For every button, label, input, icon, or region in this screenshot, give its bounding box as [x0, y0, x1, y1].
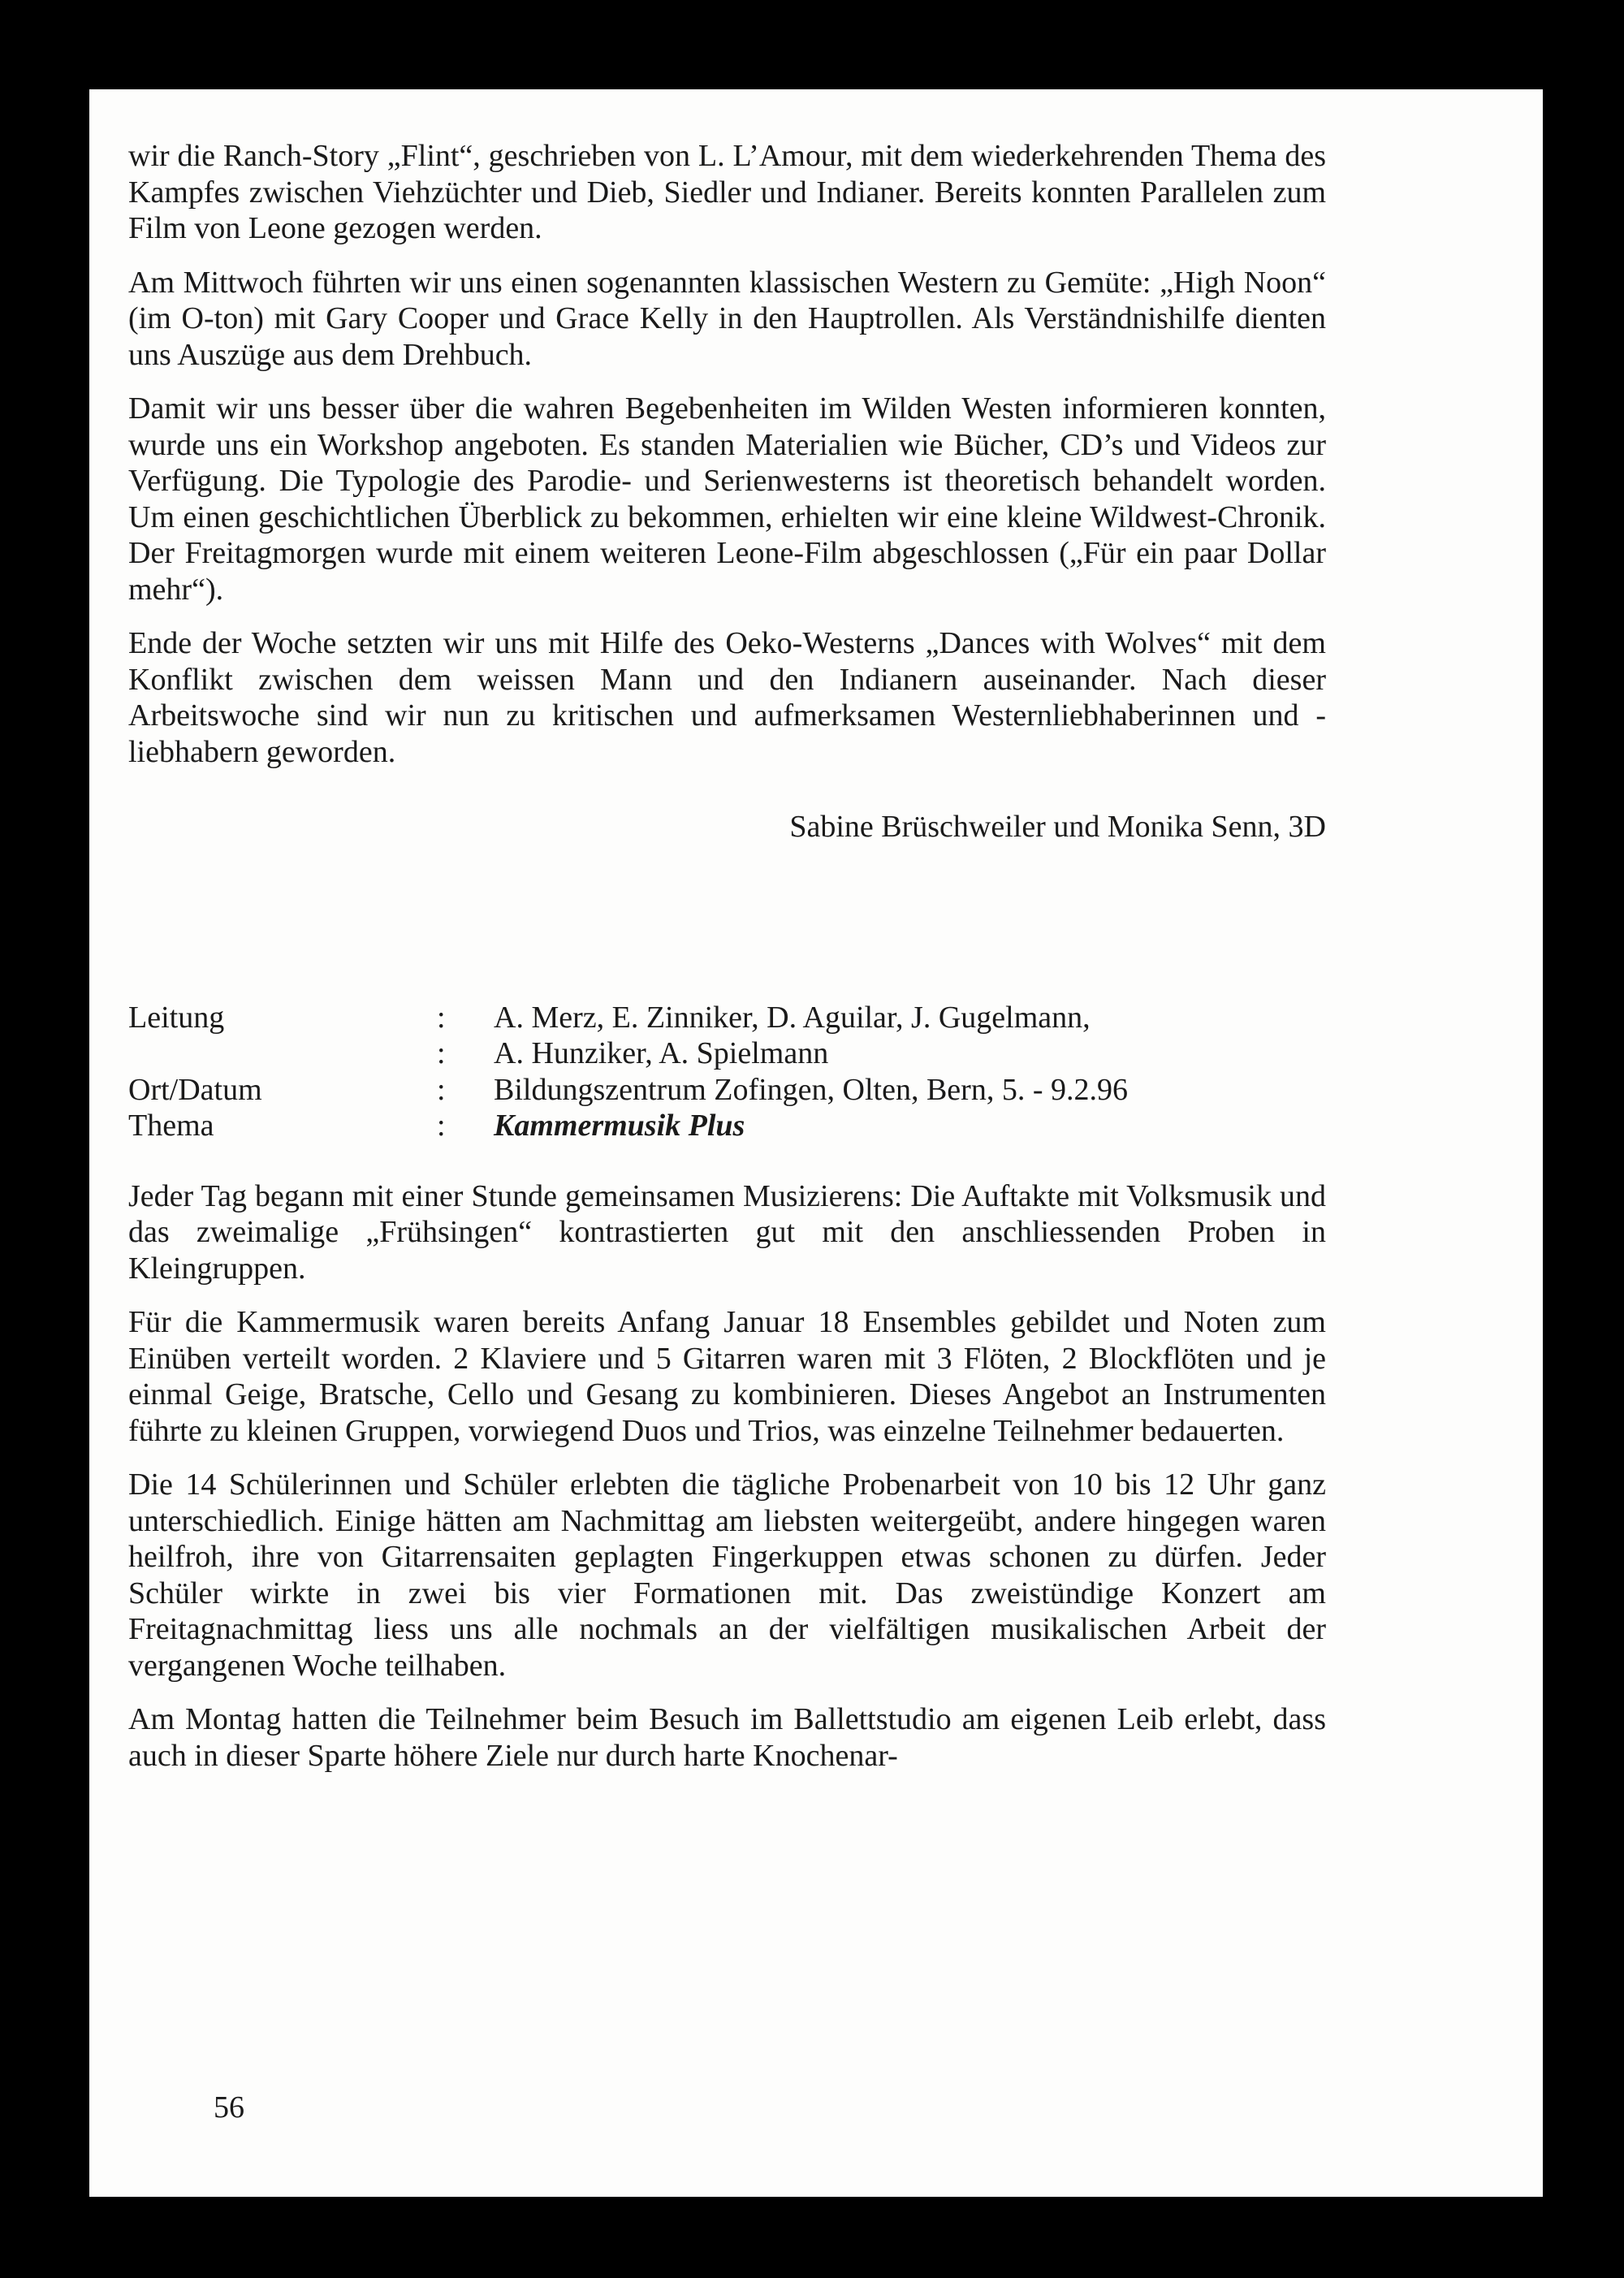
- empty-label: [128, 1035, 437, 1072]
- ort-datum-value: Bildungszentrum Zofingen, Olten, Bern, 5. - 9.2.96: [494, 1072, 1128, 1107]
- western-report: [128, 138, 1326, 845]
- leitung-value: A. Merz, E. Zinniker, D. Aguilar, J. Gugelmann,: [494, 1000, 1091, 1035]
- course-info-table: [128, 1000, 1326, 1144]
- chamber-music-report: [128, 1178, 1326, 1774]
- paragraph: wir die Ranch-Story „Flint“, geschrieben von L. L’Amour, mit dem wiederkehrenden Thema des Kampfes zwischen Viehzüchter und Dieb, Siedler und Indianer. Bereits konnten Parallelen zum Film von Leone gezogen werden.: [128, 139, 1326, 245]
- separator: :: [437, 1036, 446, 1070]
- thema-value: Kammermusik Plus: [494, 1109, 745, 1143]
- paragraph: Am Montag hatten die Teilnehmer beim Besuch im Ballettstudio am eigenen Leib erlebt, dass auch in dieser Sparte höhere Ziele nur durch harte Knochenar-: [128, 1702, 1326, 1773]
- ort-datum-label: Ort/Datum: [128, 1072, 262, 1107]
- separator: :: [437, 1109, 446, 1143]
- page-content: [128, 138, 1326, 1792]
- leitung-value-continued: A. Hunziker, A. Spielmann: [494, 1036, 829, 1070]
- author-signature: Sabine Brüschweiler und Monika Senn, 3D: [789, 810, 1326, 844]
- page-number: 56: [214, 2090, 244, 2125]
- paragraph: Damit wir uns besser über die wahren Begebenheiten im Wilden Westen informieren konnten, wurde uns ein Workshop angeboten. Es standen Materialien wie Bücher, CD’s und Videos zur Verfügung. Die Typologie des Parodie- und Serienwesterns ist theoretisch behandelt worden. Um einen geschichtlichen Überblick zu bekommen, erhielten wir eine kleine Wildwest-Chronik. Der Freitagmorgen wurde mit einem weiteren Leone-Film abgeschlossen („Für ein paar Dollar mehr“).: [128, 391, 1326, 607]
- paragraph: Für die Kammermusik waren bereits Anfang Januar 18 Ensembles gebildet und Noten zum Einüben verteilt worden. 2 Klaviere und 5 Gitarren waren mit 3 Flöten, 2 Blockflöten und je einmal Geige, Bratsche, Cello und Gesang zu kombinieren. Dieses Angebot an Instrumenten führte zu kleinen Gruppen, vorwiegend Duos und Trios, was einzelne Teilnehmer bedauerten.: [128, 1305, 1326, 1448]
- paragraph: Ende der Woche setzten wir uns mit Hilfe des Oeko-Westerns „Dances with Wolves“ mit dem Konflikt zwischen dem weissen Mann und den Indianern auseinander. Nach dieser Arbeitswoche sind wir nun zu kritischen und aufmerksamen Westernliebhaberinnen und -liebhabern geworden.: [128, 626, 1326, 769]
- paragraph: Die 14 Schülerinnen und Schüler erlebten die tägliche Probenarbeit von 10 bis 12 Uhr ganz unterschiedlich. Einige hätten am Nachmittag am liebsten weitergeübt, andere hingegen waren heilfroh, ihre von Gitarrensaiten geplagten Fingerkuppen etwas schonen zu dürfen. Jeder Schüler wirkte in zwei bis vier Formationen mit. Das zweistündige Konzert am Freitagnachmittag liess uns alle nochmals an der vielfältigen musikalischen Arbeit der vergangenen Woche teilhaben.: [128, 1468, 1326, 1683]
- paragraph: Jeder Tag begann mit einer Stunde gemeinsamen Musizierens: Die Auftakte mit Volksmusik und das zweimalige „Frühsingen“ kontrastierten gut mit den anschliessenden Proben in Kleingruppen.: [128, 1178, 1326, 1286]
- separator: :: [437, 1072, 446, 1107]
- separator: :: [437, 1000, 446, 1035]
- paragraph: Am Mittwoch führten wir uns einen sogenannten klassischen Western zu Gemüte: „High Noon“ (im O-ton) mit Gary Cooper und Grace Kelly in den Hauptrollen. Als Verständnishilfe dienten uns Auszüge aus dem Drehbuch.: [128, 265, 1326, 372]
- leitung-label: Leitung: [128, 1000, 225, 1035]
- thema-label: Thema: [128, 1109, 214, 1143]
